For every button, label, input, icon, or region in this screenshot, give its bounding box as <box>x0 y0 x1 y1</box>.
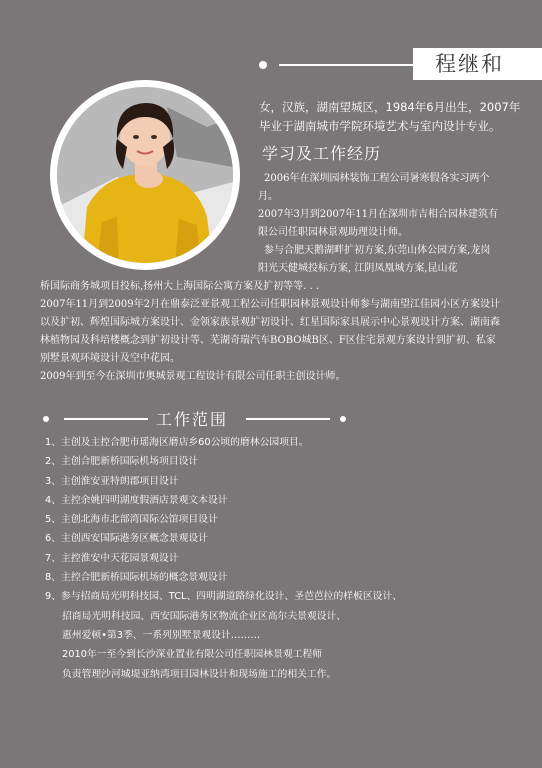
experience-paragraph: 2006年在深圳园林装饰工程公司暑寒假各实习两个月。 <box>258 173 490 202</box>
scope-item: 8、主控合肥新桥国际机场的概念景观设计 <box>45 572 228 584</box>
scope-item: 6、主创西安国际港务区概念景观设计 <box>45 533 208 545</box>
experience-paragraph: 参与合肥天鹅湖畔扩初方案,东莞山体公园方案,龙岗阳光天健城投标方案, 江阴凤凰城方案,昆山花 <box>258 245 491 274</box>
scope-item: 4、主控余姚四明湖度假酒店景观文本设计 <box>45 494 228 506</box>
scope-item: 7、主控淮安中天花园景观设计 <box>45 552 179 564</box>
scope-item-continuation: 惠州爱顿•第3季、一系列别墅景观设计……… <box>62 629 261 641</box>
experience-title: 学习及工作经历 <box>262 144 382 163</box>
scope-item: 9、参与招商局光明科技园、TCL、四明湖道路绿化设计、圣芭芭拉的样板区设计、 <box>45 591 403 603</box>
experience-paragraph: 桥国际商务城项目投标,扬州大上海国际公寓方案及扩初等等. . . <box>40 281 320 292</box>
name-rule-dot <box>259 61 267 69</box>
scope-item-continuation: 招商局光明科技园、西安国际港务区物流企业区高尔夫景观设计、 <box>62 610 347 622</box>
scope-list <box>45 433 525 684</box>
scope-item: 1、主创及主控合肥市瑶海区磨店乡60公顷的磨林公园项目。 <box>45 437 309 448</box>
scope-item-continuation: 2010年一至今到长沙深业置业有限公司任职园林景观工程师 <box>62 649 323 661</box>
scope-title: 工作范围 <box>156 410 229 429</box>
scope-item-continuation: 负责管理沙河城堤亚纳湾项目园林设计和现场施工的相关工作。 <box>62 668 337 680</box>
experience-body <box>40 170 500 386</box>
scope-dot-right <box>340 416 346 422</box>
scope-rule-left <box>64 418 148 420</box>
scope-item: 2、主创合肥新桥国际机场项目设计 <box>45 456 199 468</box>
scope-item: 5、主创北海市北部湾国际公馆项目设计 <box>45 514 218 526</box>
name-box: 程继和 <box>413 48 542 80</box>
name-rule <box>279 64 413 66</box>
experience-paragraph: 2007年3月到2007年11月在深圳市吉相合园林建筑有限公司任职园林景观助理设计师。 <box>258 209 498 238</box>
scope-rule-right <box>246 418 330 420</box>
experience-paragraph: 2009年到至今在深圳市奥城景观工程设计有限公司任职主创设计师。 <box>40 371 346 382</box>
experience-paragraph: 2007年11月到2009年2月在鼎泰泛亚景观工程公司任职园林景观设计师参与湖南望江佳园小区方案设计以及扩初、辉煌国际城方案设计、金领家族景观扩初设计、红星国际家具展示中心景观设计方案、湖南森林植物园及科培楼概念到扩初设计等、芜湖奇瑞汽车BOBO城B区、F区住宅景观方案设计到扩初、私家别墅景观环境设计及空中花园。 <box>40 299 500 364</box>
scope-item: 3、主创淮安亚特朗郡项目设计 <box>45 475 179 487</box>
intro-text: 女，汉族，湖南望城区，1984年6月出生，2007年毕业于湖南城市学院环境艺术与室内设计专业。 <box>259 100 521 133</box>
scope-dot-left <box>43 416 49 422</box>
